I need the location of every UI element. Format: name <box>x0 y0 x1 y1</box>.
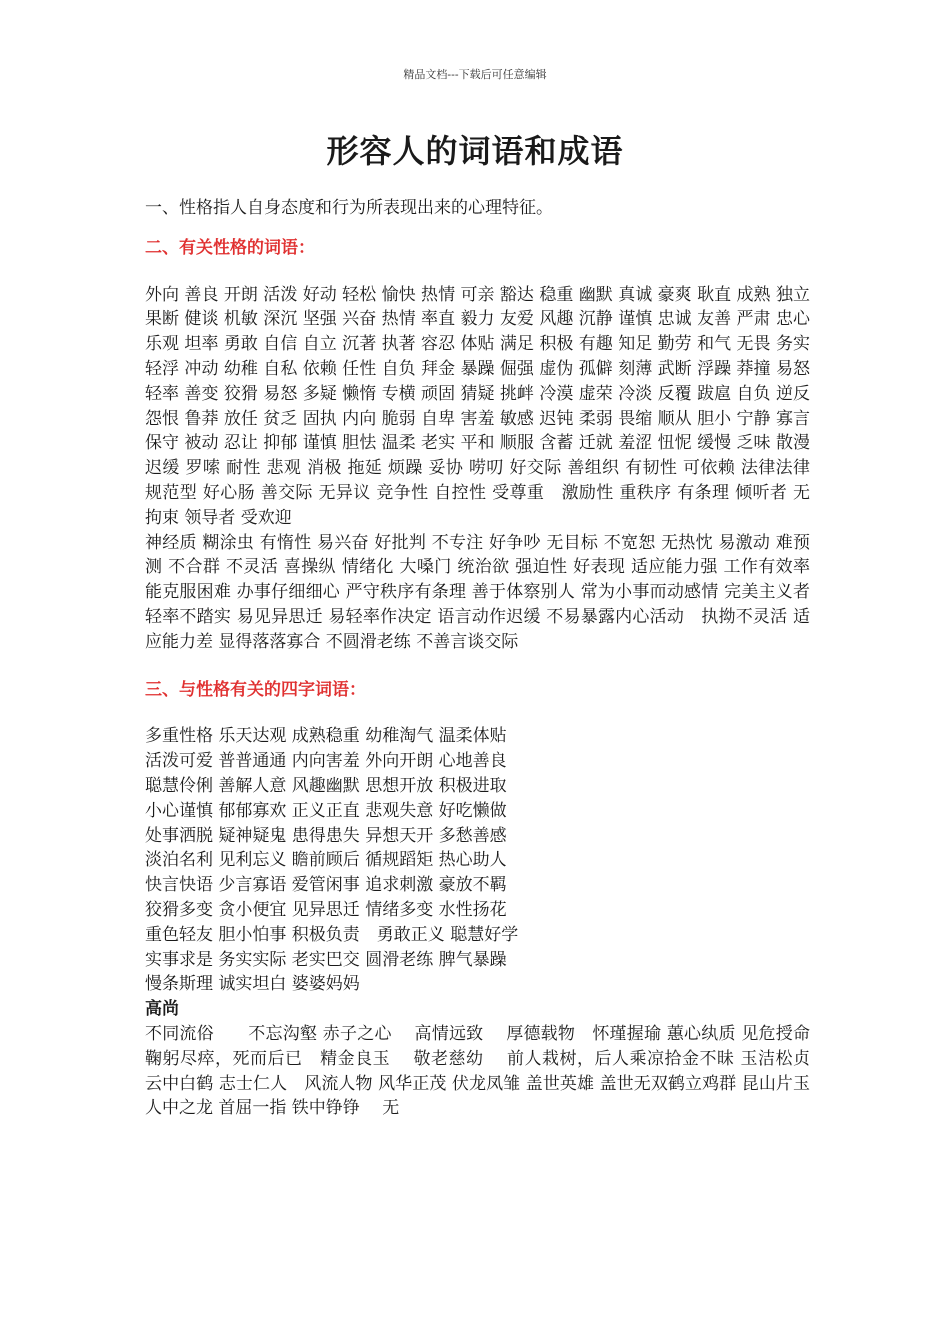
section3-word-list <box>145 724 810 997</box>
list-item: 慢条斯理 诚实坦白 婆婆妈妈 <box>145 974 360 995</box>
intro-paragraph: 一、性格指人自身态度和行为所表现出来的心理特征。 <box>145 198 553 218</box>
list-item: 实事求是 务实实际 老实巴交 圆滑老练 脾气暴躁 <box>145 949 507 970</box>
section2-paragraph-2: 神经质 糊涂虫 有惰性 易兴奋 好批判 不专注 好争吵 无目标 不宽恕 无热忱 易激动 难预测 不合群 不灵活 喜操纵 情绪化 大嗓门 统治欲 强迫性 好表现 适应能力强 工作有效率 能克服困难 办事仔细细心 严守秩序有条理 善于体察别人 常为小事而动感情 完美主义者 轻率不踏实 易见异思迁 易轻率作决定 语言动作迟缓 不易暴露内心活动 执拗不灵活 适应能力差 显得落落寡合 不圆滑老练 不善言谈交际 <box>145 532 810 652</box>
page-title: 形容人的词语和成语 <box>326 132 624 170</box>
list-item: 狡猾多变 贪小便宜 见异思迁 情绪多变 水性扬花 <box>145 899 507 920</box>
section2-heading: 二、有关性格的词语： <box>145 237 315 258</box>
list-item: 快言快语 少言寡语 爱管闲事 追求刺激 豪放不羁 <box>145 875 507 896</box>
list-item: 聪慧伶俐 善解人意 风趣幽默 思想开放 积极进取 <box>145 775 507 796</box>
section3-heading: 三、与性格有关的四字词语： <box>145 679 366 700</box>
document-body <box>145 196 844 1121</box>
header-note: 精品文档---下载后可任意编辑 <box>403 68 547 81</box>
noble-idioms-paragraph: 不同流俗 不忘沟壑 赤子之心 高情远致 厚德载物 怀瑾握瑜 蕙心纨质 见危授命 鞠躬尽瘁，死而后已 精金良玉 敬老慈幼 前人栽树，后人乘凉拾金不昧 玉洁松贞 云中白鹤 志士仁人 风流人物 风华正茂 伏龙凤雏 盖世英雄 盖世无双鹤立鸡群 昆山片玉 人中之龙 首屈一指 铁中铮铮 无 <box>145 1023 844 1119</box>
section2-paragraph-1: 外向 善良 开朗 活泼 好动 轻松 愉快 热情 可亲 豁达 稳重 幽默 真诚 豪爽 耿直 成熟 独立 果断 健谈 机敏 深沉 坚强 兴奋 热情 率直 毅力 友爱 风趣 沉静 谨慎 忠诚 友善 严肃 忠心 乐观 坦率 勇敢 自信 自立 沉著 执著 容忍 体贴 满足 积极 有趣 知足 勤劳 和气 无畏 务实 轻浮 冲动 幼稚 自私 依赖 任性 自负 拜金 暴躁 倔强 虚伪 孤僻 刻薄 武断 浮躁 莽撞 易怒 轻率 善变 狡猾 易怒 多疑 懒惰 专横 顽固 猜疑 挑衅 冷漠 虚荣 冷淡 反覆 跋扈 自负 逆反 怨恨 鲁莽 放任 贫乏 固执 内向 脆弱 自卑 害羞 敏感 迟钝 柔弱 畏缩 顺从 胆小 宁静 寡言 保守 被动 忍让 抑郁 谨慎 胆怯 温柔 老实 平和 顺服 含蓄 迁就 羞涩 忸怩 缓慢 乏味 散漫 迟缓 罗嗦 耐性 悲观 消极 拖延 烦躁 妥协 唠叨 好交际 善组织 有韧性 可依赖 法律法律规范型 好心肠 善交际 无异议 竞争性 自控性 受尊重 激励性 重秩序 有条理 倾听者 无拘束 领导者 受欢迎 <box>145 284 810 528</box>
list-item: 重色轻友 胆小怕事 积极负责 勇敢正义 聪慧好学 <box>145 924 519 945</box>
spacer <box>145 655 810 678</box>
list-item: 小心谨慎 郁郁寡欢 正义正直 悲观失意 好吃懒做 <box>145 800 507 821</box>
list-item: 处事洒脱 疑神疑鬼 患得患失 异想天开 多愁善感 <box>145 825 507 846</box>
list-item: 活泼可爱 普普通通 内向害羞 外向开朗 心地善良 <box>145 751 507 772</box>
list-item: 多重性格 乐天达观 成熟稳重 幼稚淘气 温柔体贴 <box>145 726 507 747</box>
subheading-noble: 高尚 <box>145 999 179 1020</box>
list-item: 淡泊名利 见利忘义 瞻前顾后 循规蹈矩 热心助人 <box>145 850 507 871</box>
